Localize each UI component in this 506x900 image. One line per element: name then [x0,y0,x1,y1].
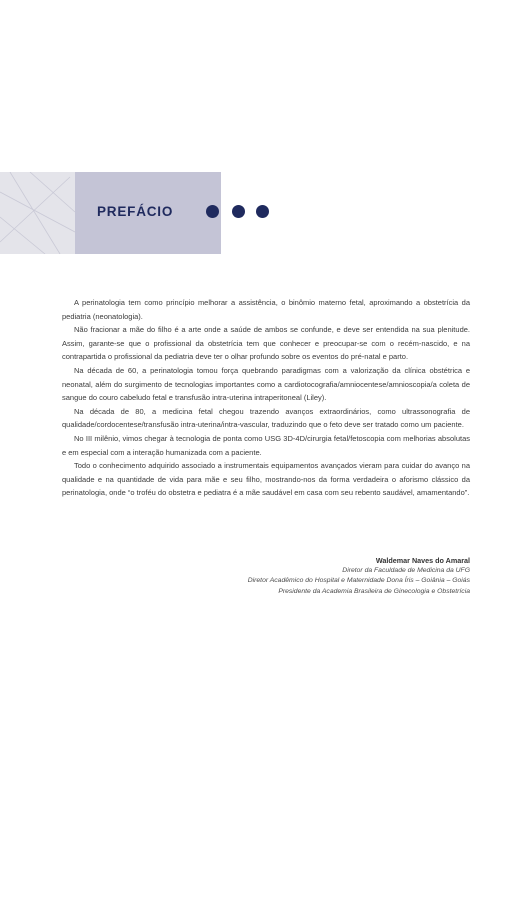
author-role: Diretor da Faculdade de Medicina da UFG [342,567,470,575]
author-name: Waldemar Naves do Amaral [375,556,470,565]
paragraph: Todo o conhecimento adquirido associado a instrumentais equipamentos avançados vieram para cuidar do avanço na qualidade e na quantidade de vida para mãe e seu filho, mostrando-nos da forma verdadeira o aforismo clássico da perinatologia, onde “o troféu do obstetra e pediatra é a mãe saudável em casa com seu rebento saudável, amamentando”. [62,461,470,498]
paragraph: Não fracionar a mãe do filho é a arte onde a saúde de ambos se confunde, e deve ser entendida na sua plenitude. Assim, garante-se que o profissional da obstetrícia tem que conhecer e preocupar-se com o recém-nascido, e na contrapartida o profissional da pediatria deve ter o olhar profundo sobre os eventos do pré-natal e parto. [62,325,470,362]
paragraph: A perinatologia tem como princípio melhorar a assistência, o binômio materno fetal, aproximando a obstetrícia da pediatria (neonatologia). [62,298,470,321]
preface-body [62,296,470,500]
dot-icon [256,205,269,218]
dot-icon [232,205,245,218]
author-role: Presidente da Academia Brasileira de Ginecologia e Obstetrícia [278,587,470,595]
signature-block [150,556,470,597]
banner-pattern-block [0,172,75,254]
dot-icon [206,205,219,218]
author-role: Diretor Acadêmico do Hospital e Maternidade Dona Íris – Goiânia – Goiás [247,577,470,585]
page-title: PREFÁCIO [97,204,174,219]
geometric-pattern-icon [0,172,75,254]
paragraph: No III milênio, vimos chegar à tecnologia de ponta como USG 3D-4D/cirurgia fetal/fetoscopia com melhorias absolutas e em especial com a interação humanizada com a paciente. [62,433,470,457]
paragraph: Na década de 80, a medicina fetal chegou trazendo avanços extraordinários, como ultrassonografia de qualidade/cordocentese/transfusão intra-uterina/intra-vascular, traduzindo que o feto deve ser tratado como um paciente. [62,406,470,430]
paragraph: Na década de 60, a perinatologia tomou força quebrando paradigmas com a valorização da clínica obstétrica e neonatal, além do surgimento de tecnologias importantes como a cardiotocografia/amniocentese/amnioscopia/a coleta de sangue do couro cabeludo fetal e transfusão intra-uterina intraperitoneal (Liley). [62,365,470,403]
